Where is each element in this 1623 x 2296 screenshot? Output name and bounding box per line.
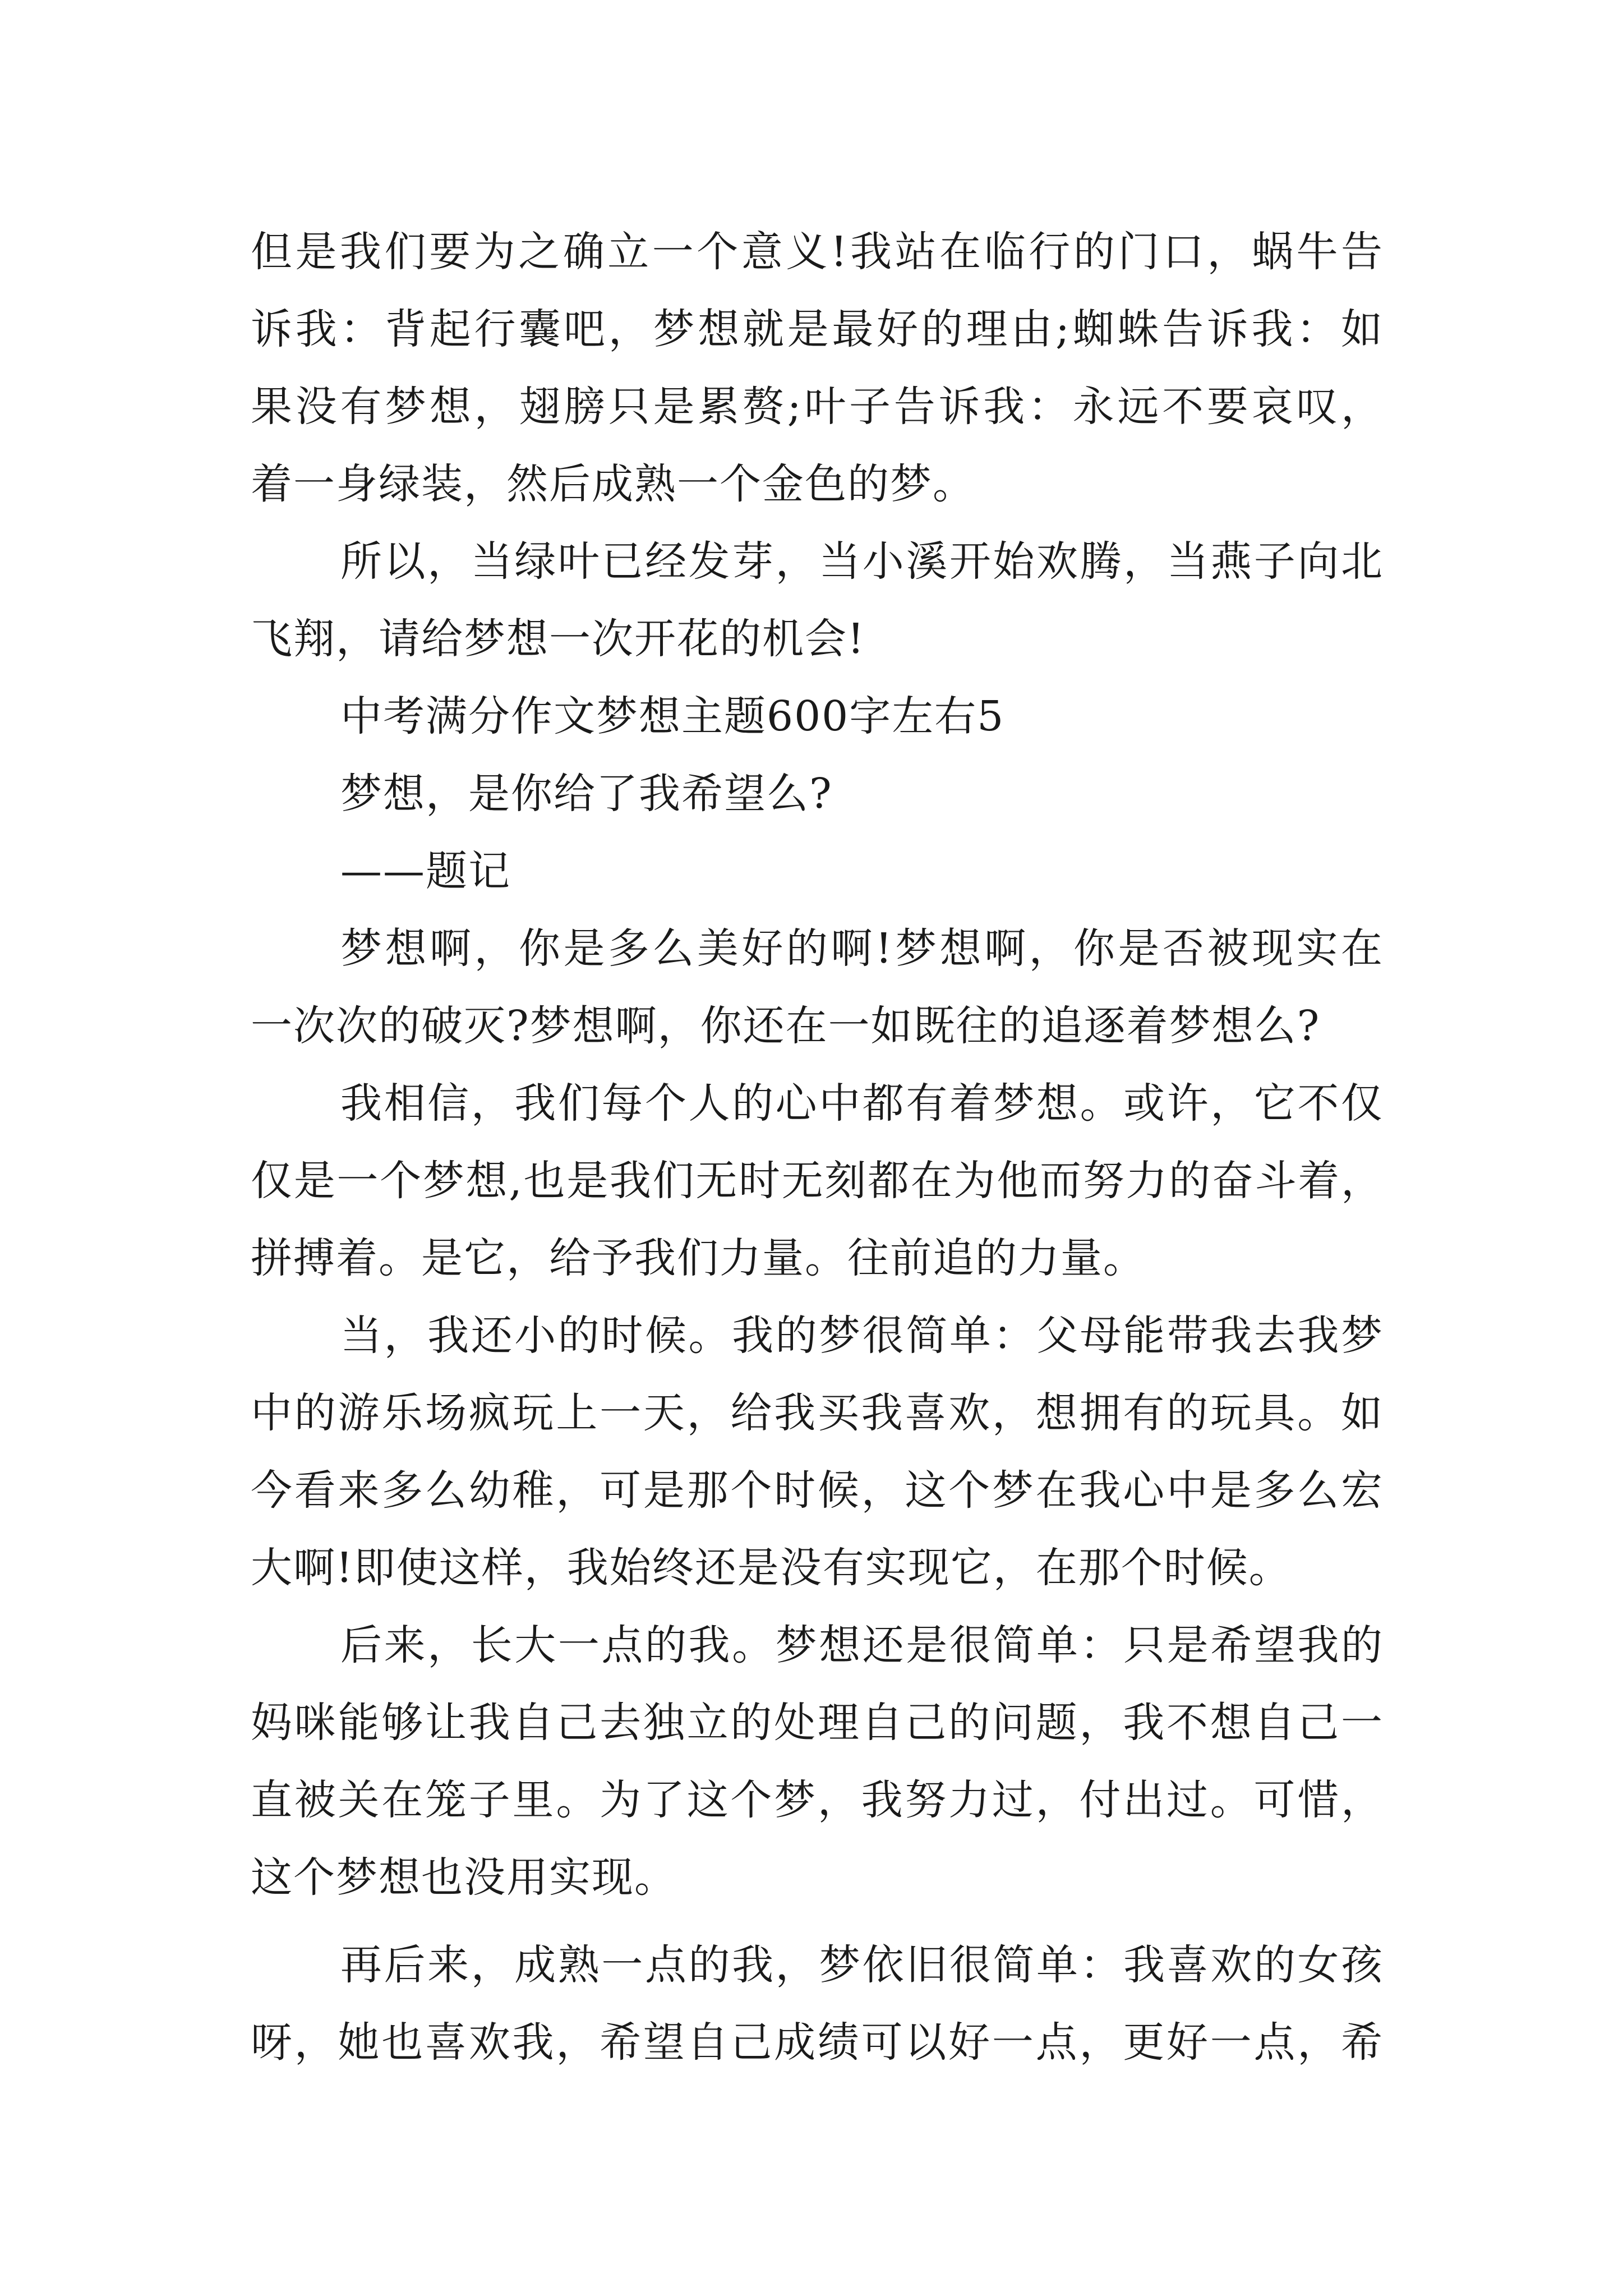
text-line: 后来，长大一点的我。梦想还是很简单：只是希望我的 (340, 1621, 1384, 1669)
text-line: 仅是一个梦想,也是我们无时无刻都在为他而努力的奋斗着， (251, 1157, 1384, 1205)
text-line: 中的游乐场疯玩上一天，给我买我喜欢，想拥有的玩具。如 (251, 1389, 1384, 1437)
text-line: 今看来多么幼稚，可是那个时候，这个梦在我心中是多么宏 (251, 1466, 1384, 1515)
text-line: 直被关在笼子里。为了这个梦，我努力过，付出过。可惜， (251, 1776, 1384, 1824)
section-heading: 中考满分作文梦想主题600字左右5 (340, 692, 1005, 740)
text-line: 大啊!即使这样，我始终还是没有实现它，在那个时候。 (251, 1544, 1292, 1592)
text-line: 但是我们要为之确立一个意义!我站在临行的门口，蜗牛告 (251, 228, 1384, 276)
text-line: 呀，她也喜欢我，希望自己成绩可以好一点，更好一点，希 (251, 2018, 1384, 2067)
text-line: 拼搏着。是它，给予我们力量。往前追的力量。 (251, 1234, 1146, 1282)
text-line: 一次次的破灭?梦想啊，你还在一如既往的追逐着梦想么? (251, 1002, 1321, 1050)
text-line: 再后来，成熟一点的我，梦依旧很简单：我喜欢的女孩 (340, 1941, 1384, 1989)
text-line: 梦想啊，你是多么美好的啊!梦想啊，你是否被现实在 (340, 924, 1384, 973)
text-line: 梦想，是你给了我希望么? (340, 770, 833, 818)
document-body (251, 213, 1384, 2081)
text-line: 这个梦想也没用实现。 (251, 1853, 677, 1902)
epigraph-attribution: ——题记 (340, 847, 511, 895)
text-line: 妈咪能够让我自己去独立的处理自己的问题，我不想自己一 (251, 1699, 1384, 1747)
text-line: 飞翔，请给梦想一次开花的机会! (251, 615, 865, 663)
text-line: 果没有梦想，翅膀只是累赘;叶子告诉我：永远不要哀叹， (251, 383, 1384, 431)
text-line: 当，我还小的时候。我的梦很简单：父母能带我去我梦 (340, 1312, 1384, 1360)
text-line: 诉我：背起行囊吧，梦想就是最好的理由;蜘蛛告诉我：如 (251, 305, 1384, 353)
text-line: 所以，当绿叶已经发芽，当小溪开始欢腾，当燕子向北 (340, 537, 1384, 586)
text-line: 我相信，我们每个人的心中都有着梦想。或许，它不仅 (340, 1079, 1384, 1128)
text-line: 着一身绿装，然后成熟一个金色的梦。 (251, 460, 975, 508)
